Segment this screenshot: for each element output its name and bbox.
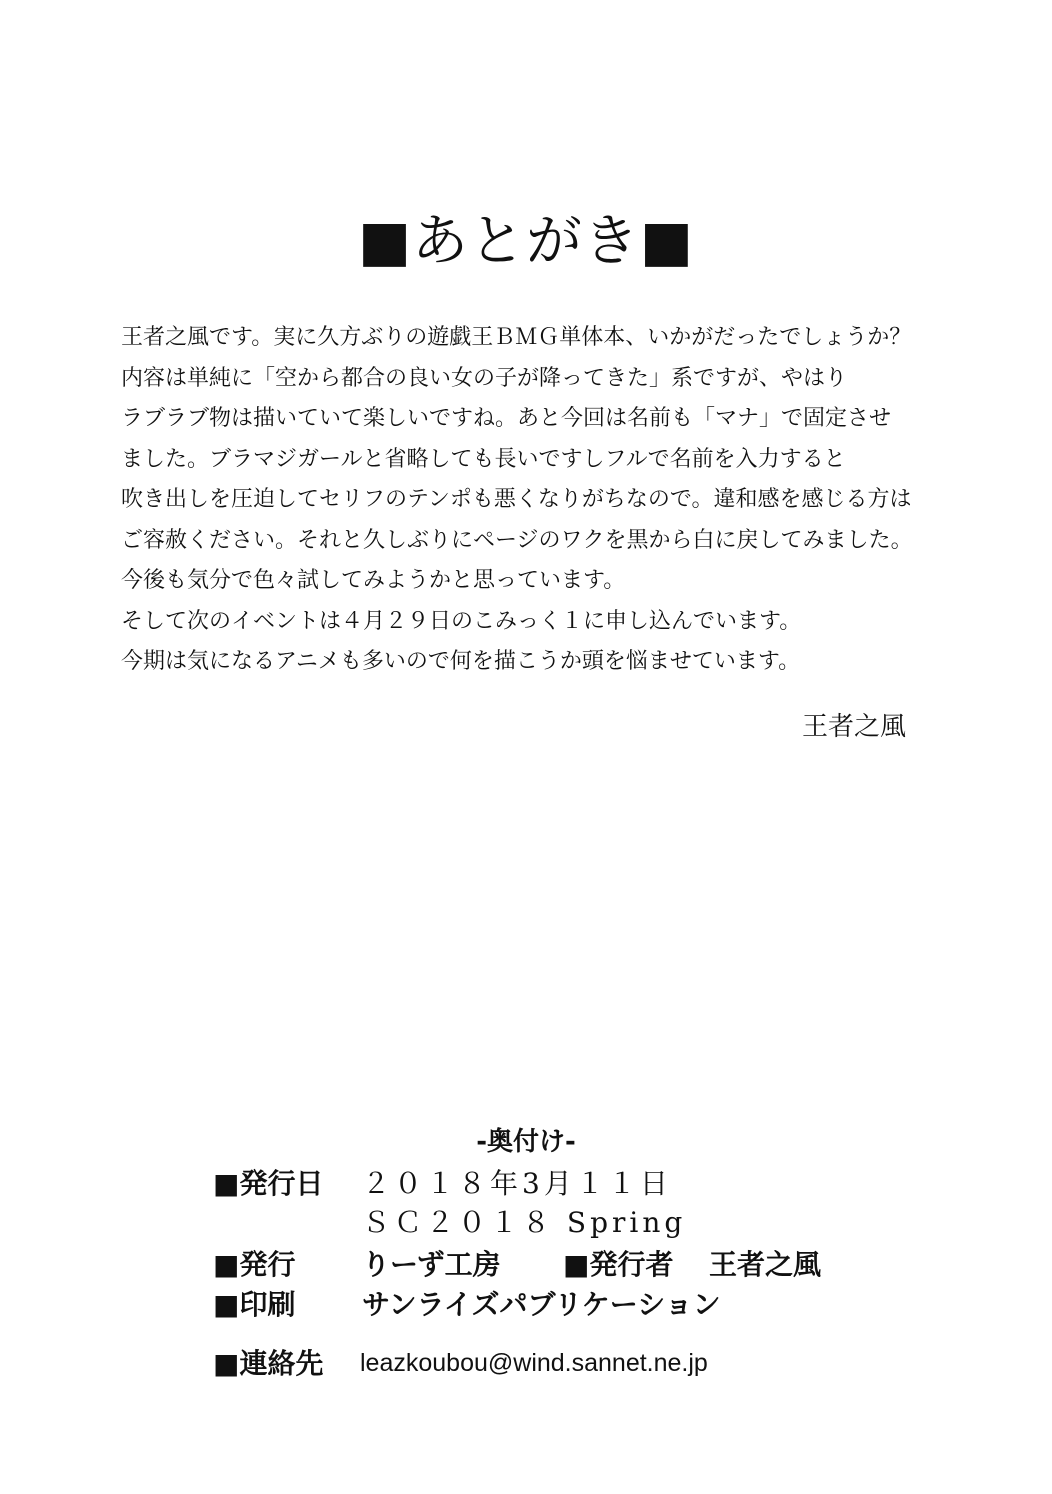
colophon-issuer-value-row [709,1245,821,1285]
colophon-event-row [362,1203,686,1243]
afterword-line: 吹き出しを圧迫してセリフのテンポも悪くなりがちなので。違和感を感じる方は [121,487,912,512]
colophon-printer-value-row [362,1285,721,1325]
event-value: ＳＣ２０１８ Spring [362,1206,687,1239]
publisher-value: りーず工房 [362,1248,501,1281]
afterword-line: ご容赦ください。それと久しぶりにページのワクを黒から白に戻してみました。 [121,527,913,553]
colophon-publisher-label-row [213,1245,295,1285]
publisher-label: ■発行 [213,1248,296,1281]
afterword-line: 王者之風です。実に久方ぶりの遊戯王ＢＭＧ単体本、いかがだったでしょうか？ [121,325,912,350]
colophon-printer-label-row [213,1285,295,1325]
afterword-line: ました。ブラマジガールと省略しても長いですしフルで名前を入力すると [121,446,846,472]
colophon-issuer-label-row [563,1245,673,1285]
afterword-line: 今後も気分で色々試してみようかと思っています。 [121,568,626,593]
date-value: ２０１８年3月１１日 [362,1167,672,1200]
colophon-title: -奥付け- [476,1127,576,1157]
contact-email: leazkoubou@wind.sannet.ne.jp [360,1349,708,1377]
colophon-contact-label-row [213,1344,323,1384]
colophon-publisher-value-row [362,1245,501,1285]
colophon-contact-value-row [360,1342,708,1383]
colophon-date-value-row [362,1164,672,1204]
afterword-line: 今期は気になるアニメも多いので何を描こうか頭を悩ませています。 [121,649,801,674]
afterword-line: ラブラブ物は描いていて楽しいですね。あと今回は名前も「マナ」で固定させ [121,406,892,431]
contact-label: ■連絡先 [213,1347,324,1380]
date-label: ■発行日 [213,1167,324,1200]
afterword-body [121,318,941,683]
afterword-signature: 王者之風 [801,712,906,742]
afterword-line: 内容は単純に「空から都合の良い女の子が降ってきた」系ですが、やはり [121,365,848,391]
colophon-date-label [213,1164,323,1204]
afterword-title: ■あとがき■ [358,209,694,274]
afterword-line: そして次のイベントは４月２９日のこみっく１に申し込んでいます。 [121,608,802,634]
printer-value: サンライズパブリケーション [362,1288,721,1321]
issuer-value: 王者之風 [709,1248,822,1281]
printer-label: ■印刷 [213,1288,296,1321]
issuer-label: ■発行者 [563,1248,674,1281]
